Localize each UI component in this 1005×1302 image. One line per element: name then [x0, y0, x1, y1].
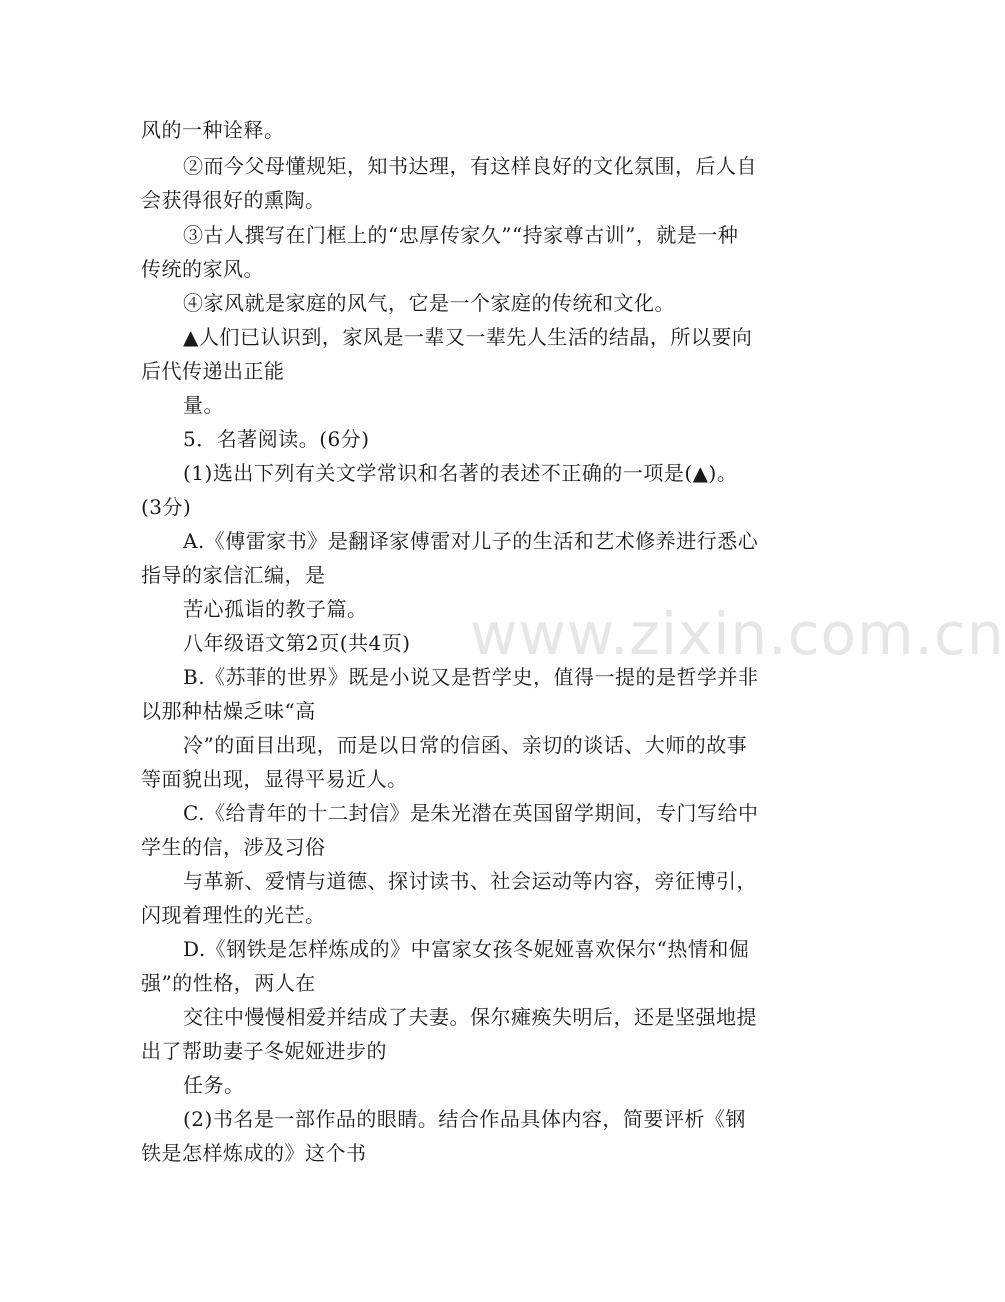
text-line: 等面貌出现，显得平易近人。 [141, 767, 408, 791]
text-line: 闪现着理性的光芒。 [141, 903, 326, 927]
option-a-line: A.《傅雷家书》是翻译家傅雷对儿子的生活和艺术修养进行悉心 [183, 529, 759, 553]
text-line: (3分) [141, 495, 192, 519]
text-line: 苦心孤诣的教子篇。 [183, 597, 368, 621]
text-line: ②而今父母懂规矩，知书达理，有这样良好的文化氛围，后人自 [183, 154, 757, 178]
option-c-line: C.《给青年的十二封信》是朱光潜在英国留学期间，专门写给中 [183, 801, 759, 825]
text-line: ③古人撰写在门框上的“忠厚传家久”“持家尊古训”，就是一种 [183, 223, 739, 247]
text-line: 铁是怎样炼成的》这个书 [141, 1141, 367, 1165]
text-line: ④家风就是家庭的风气，它是一个家庭的传统和文化。 [183, 291, 675, 315]
option-b-line: B.《苏菲的世界》既是小说又是哲学史，值得一提的是哲学并非 [183, 665, 759, 689]
text-line: 任务。 [183, 1073, 245, 1097]
option-d-line: D.《钢铁是怎样炼成的》中富家女孩冬妮娅喜欢保尔“热情和倔 [183, 937, 750, 961]
text-line: 传统的家风。 [141, 257, 264, 281]
text-line: 出了帮助妻子冬妮娅进步的 [141, 1039, 387, 1063]
text-line: 后代传递出正能 [141, 359, 285, 383]
text-line: ▲人们已认识到，家风是一辈又一辈先人生活的结晶，所以要向 [183, 325, 753, 349]
section-heading: 5．名著阅读。(6分) [183, 427, 370, 451]
text-line: 风的一种诠释。 [141, 118, 285, 142]
question-line: (2)书名是一部作品的眼睛。结合作品具体内容，简要评析《钢 [183, 1107, 746, 1131]
watermark: www.zixin.com.cn [470, 600, 1005, 668]
text-line: 强”的性格，两人在 [141, 971, 316, 995]
text-line: 量。 [183, 393, 224, 417]
text-line: 指导的家信汇编，是 [141, 563, 326, 587]
question-line: (1)选出下列有关文学常识和名著的表述不正确的一项是(▲)。 [183, 461, 738, 485]
text-line: 会获得很好的熏陶。 [141, 188, 326, 212]
text-line: 与革新、爱情与道德、探讨读书、社会运动等内容，旁征博引， [183, 869, 757, 893]
page-footer: 八年级语文第2页(共4页) [183, 631, 411, 655]
text-line: 学生的信，涉及习俗 [141, 835, 326, 859]
text-line: 冷”的面目出现，而是以日常的信函、亲切的谈话、大师的故事 [183, 733, 748, 757]
text-line: 交往中慢慢相爱并结成了夫妻。保尔瘫痪失明后，还是坚强地提 [183, 1005, 757, 1029]
text-line: 以那种枯燥乏味“高 [141, 699, 316, 723]
